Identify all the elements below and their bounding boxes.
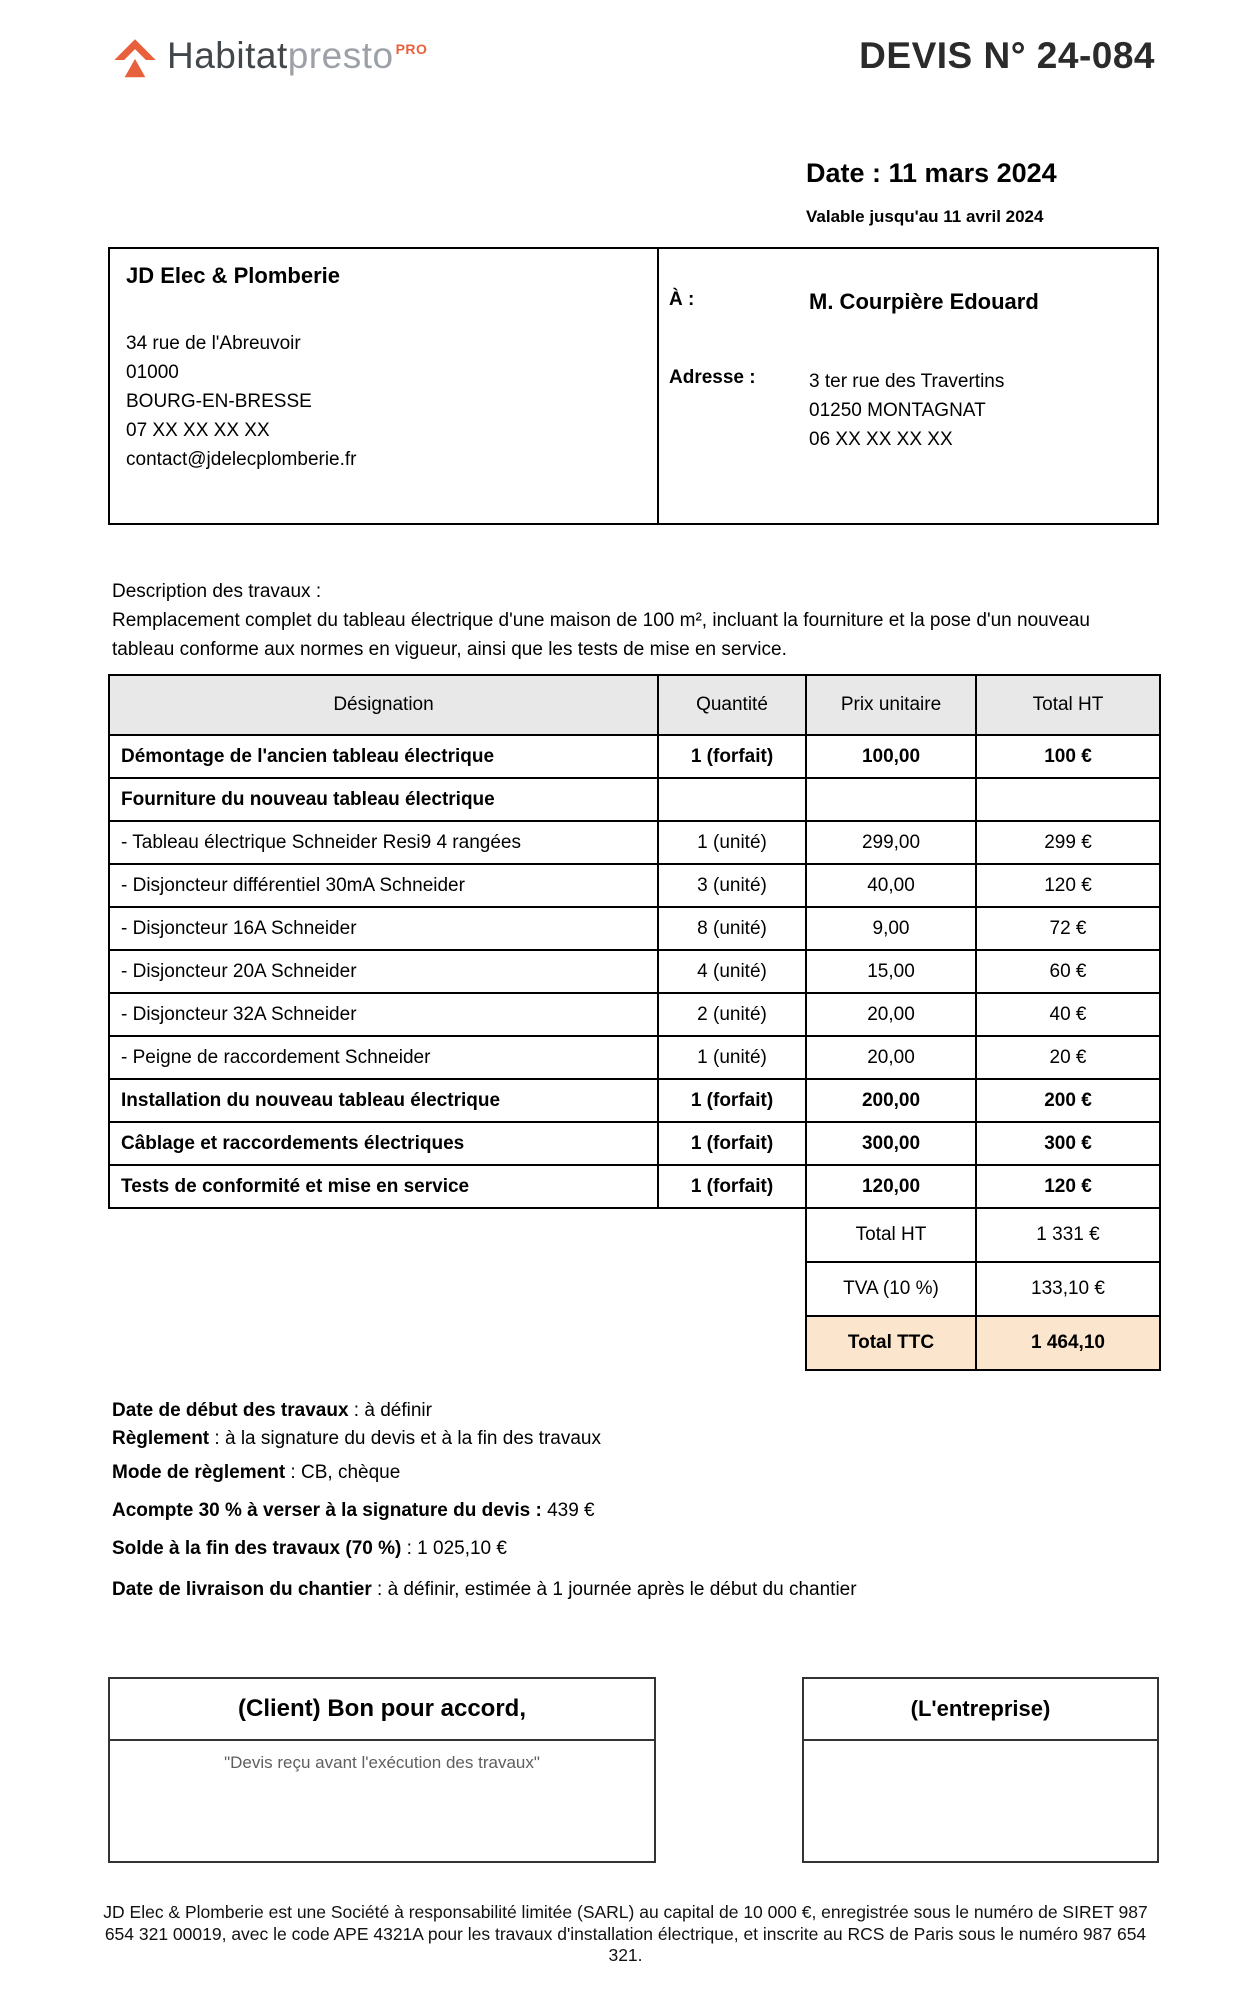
item-designation: - Disjoncteur 32A Schneider — [109, 993, 658, 1036]
item-qty: 4 (unité) — [658, 950, 806, 993]
client-name: M. Courpière Edouard — [809, 289, 1039, 314]
item-qty: 2 (unité) — [658, 993, 806, 1036]
item-total: 100 € — [976, 735, 1160, 778]
item-qty: 1 (unité) — [658, 1036, 806, 1079]
client-address-line: 3 ter rue des Travertins — [809, 371, 1005, 392]
company-signature-title: (L'entreprise) — [804, 1679, 1157, 1741]
signatures-section — [108, 1677, 1159, 1863]
col-header-total-ht: Total HT — [976, 675, 1160, 735]
payment-label: Solde à la fin des travaux (70 %) — [112, 1538, 402, 1559]
document-header — [112, 34, 1155, 85]
devis-validity: Valable jusqu'au 11 avril 2024 — [806, 207, 1044, 226]
item-unit-price: 200,00 — [806, 1079, 976, 1122]
works-description-title: Description des travaux : — [112, 581, 322, 602]
client-address — [809, 367, 1004, 454]
total-ht-label: Total HT — [806, 1208, 976, 1262]
payment-label: Mode de règlement — [112, 1462, 286, 1483]
payment-value: : à la signature du devis et à la fin des travaux — [209, 1428, 601, 1449]
client-phone: 06 XX XX XX XX — [809, 429, 953, 450]
table-row — [109, 950, 1160, 993]
item-total: 72 € — [976, 907, 1160, 950]
item-designation: - Disjoncteur 20A Schneider — [109, 950, 658, 993]
item-total: 20 € — [976, 1036, 1160, 1079]
total-ttc-value: 1 464,10 — [976, 1316, 1160, 1370]
payment-terms — [112, 1399, 1152, 1602]
devis-date: Date : 11 mars 2024 — [806, 158, 1057, 188]
item-designation: Démontage de l'ancien tableau électrique — [109, 735, 658, 778]
company-address-line: 01000 — [126, 362, 179, 383]
company-address — [126, 329, 641, 474]
item-unit-price: 299,00 — [806, 821, 976, 864]
item-designation: Tests de conformité et mise en service — [109, 1165, 658, 1208]
totals-table — [805, 1207, 1161, 1371]
payment-value: : 1 025,10 € — [401, 1538, 507, 1559]
client-to-row — [669, 289, 1143, 315]
item-designation: - Tableau électrique Schneider Resi9 4 rangées — [109, 821, 658, 864]
item-unit-price: 20,00 — [806, 1036, 976, 1079]
table-row — [109, 821, 1160, 864]
client-to-label: À : — [669, 289, 695, 310]
logo-text-primary: Habitat — [167, 35, 288, 76]
habitatpresto-logo — [112, 34, 427, 85]
item-unit-price — [806, 778, 976, 821]
item-unit-price: 40,00 — [806, 864, 976, 907]
payment-label: Date de livraison du chantier — [112, 1579, 372, 1600]
total-ht-row — [806, 1208, 1160, 1262]
client-signature-box[interactable] — [108, 1677, 656, 1863]
parties-box — [108, 247, 1159, 525]
table-row — [109, 993, 1160, 1036]
col-header-quantity: Quantité — [658, 675, 806, 735]
company-phone: 07 XX XX XX XX — [126, 420, 270, 441]
payment-delivery-date — [112, 1578, 1152, 1602]
item-qty: 1 (unité) — [658, 821, 806, 864]
item-total: 200 € — [976, 1079, 1160, 1122]
company-email: contact@jdelecplomberie.fr — [126, 449, 357, 470]
item-qty — [658, 778, 806, 821]
works-description-text: Remplacement complet du tableau électrique d'une maison de 100 m², incluant la fourniture et la pose d'un nouveau tableau conforme aux normes en vigueur, ainsi que les tests de mise en service. — [112, 610, 1090, 660]
table-row — [109, 907, 1160, 950]
item-qty: 3 (unité) — [658, 864, 806, 907]
col-header-designation: Désignation — [109, 675, 658, 735]
date-block — [806, 156, 1057, 227]
payment-value: : à définir — [348, 1400, 432, 1421]
company-info — [110, 249, 659, 523]
company-address-line: 34 rue de l'Abreuvoir — [126, 333, 301, 354]
item-qty: 1 (forfait) — [658, 735, 806, 778]
item-total — [976, 778, 1160, 821]
item-total: 40 € — [976, 993, 1160, 1036]
total-ttc-row — [806, 1316, 1160, 1370]
logo-pro-badge: PRO — [395, 41, 428, 57]
total-ht-value: 1 331 € — [976, 1208, 1160, 1262]
habitatpresto-logo-icon — [112, 37, 158, 83]
client-address-line: 01250 MONTAGNAT — [809, 400, 986, 421]
payment-reglement — [112, 1427, 1152, 1451]
item-qty: 1 (forfait) — [658, 1122, 806, 1165]
company-address-line: BOURG-EN-BRESSE — [126, 391, 312, 412]
item-designation: Câblage et raccordements électriques — [109, 1122, 658, 1165]
table-row — [109, 778, 1160, 821]
total-ttc-label: Total TTC — [806, 1316, 976, 1370]
tva-row — [806, 1262, 1160, 1316]
item-total: 300 € — [976, 1122, 1160, 1165]
payment-start-date — [112, 1399, 1152, 1423]
table-row — [109, 1122, 1160, 1165]
company-name: JD Elec & Plomberie — [126, 263, 340, 288]
client-address-label: Adresse : — [669, 367, 756, 388]
payment-label: Acompte 30 % à verser à la signature du devis : — [112, 1500, 542, 1521]
client-address-row — [669, 367, 1143, 454]
company-signature-box[interactable] — [802, 1677, 1159, 1863]
table-row — [109, 1036, 1160, 1079]
item-unit-price: 120,00 — [806, 1165, 976, 1208]
client-info — [659, 249, 1157, 523]
item-qty: 1 (forfait) — [658, 1165, 806, 1208]
payment-deposit — [112, 1499, 1152, 1523]
item-unit-price: 100,00 — [806, 735, 976, 778]
devis-number-title: DEVIS N° 24-084 — [859, 35, 1155, 76]
item-designation: - Peigne de raccordement Schneider — [109, 1036, 658, 1079]
tva-value: 133,10 € — [976, 1262, 1160, 1316]
legal-footer: JD Elec & Plomberie est une Société à responsabilité limitée (SARL) au capital de 10 000 €, enregistrée sous le numéro de SIRET 987 654 321 00019, avec le code APE 4321A pour les travaux d'installation électrique, et inscrite au RCS de Paris sous le numéro 987 654 321. — [103, 1902, 1148, 1965]
items-header-row — [109, 675, 1160, 735]
payment-value: : CB, chèque — [285, 1462, 401, 1483]
item-unit-price: 15,00 — [806, 950, 976, 993]
table-row — [109, 1165, 1160, 1208]
item-total: 120 € — [976, 864, 1160, 907]
item-unit-price: 300,00 — [806, 1122, 976, 1165]
item-unit-price: 20,00 — [806, 993, 976, 1036]
item-designation: - Disjoncteur 16A Schneider — [109, 907, 658, 950]
works-description — [112, 577, 1144, 664]
payment-value: : à définir, estimée à 1 journée après le début du chantier — [371, 1579, 857, 1600]
item-designation: Installation du nouveau tableau électrique — [109, 1079, 658, 1122]
item-total: 60 € — [976, 950, 1160, 993]
item-designation: Fourniture du nouveau tableau électrique — [109, 778, 658, 821]
item-qty: 8 (unité) — [658, 907, 806, 950]
payment-balance — [112, 1537, 1152, 1561]
table-row — [109, 735, 1160, 778]
payment-value: 439 € — [541, 1500, 595, 1521]
item-designation: - Disjoncteur différentiel 30mA Schneider — [109, 864, 658, 907]
table-row — [109, 864, 1160, 907]
tva-label: TVA (10 %) — [806, 1262, 976, 1316]
items-table — [108, 674, 1161, 1209]
payment-label: Règlement — [112, 1428, 210, 1449]
item-total: 120 € — [976, 1165, 1160, 1208]
item-qty: 1 (forfait) — [658, 1079, 806, 1122]
item-total: 299 € — [976, 821, 1160, 864]
payment-label: Date de début des travaux — [112, 1400, 349, 1421]
item-unit-price: 9,00 — [806, 907, 976, 950]
table-row — [109, 1079, 1160, 1122]
client-signature-title: (Client) Bon pour accord, — [110, 1679, 654, 1741]
payment-mode — [112, 1461, 1152, 1485]
logo-wordmark — [167, 34, 427, 85]
col-header-unit-price: Prix unitaire — [806, 675, 976, 735]
logo-text-secondary: presto — [287, 35, 394, 76]
client-signature-note: "Devis reçu avant l'exécution des travaux" — [224, 1753, 540, 1772]
